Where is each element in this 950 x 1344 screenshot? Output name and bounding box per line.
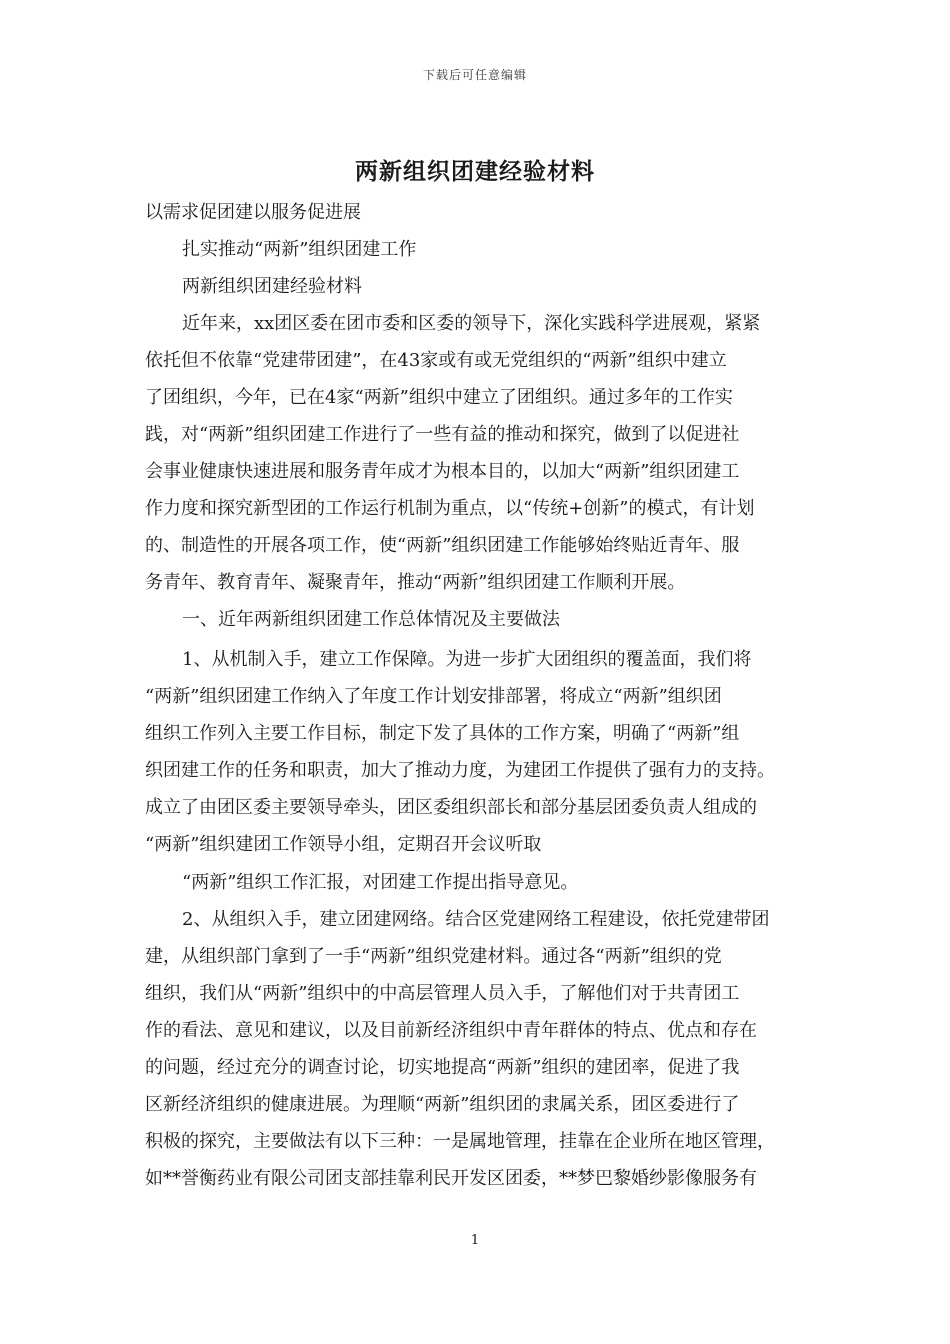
document-title: 两新组织团建经验材料 (355, 158, 595, 185)
paragraph-line: 织团建工作的任务和职责，加大了推动力度，为建团工作提供了强有力的支持。 (145, 760, 775, 781)
subtitle-line: 扎实推动“两新”组织团建工作 (182, 239, 417, 260)
paragraph-line: 建，从组织部门拿到了一手“两新”组织党建材料。通过各“两新”组织的党 (145, 946, 722, 967)
paragraph-line: 组织，我们从“两新”组织中的中高层管理人员入手，了解他们对于共青团工 (145, 983, 740, 1004)
paragraph-line: 积极的探究，主要做法有以下三种：一是属地管理，挂靠在企业所在地区管理， (145, 1131, 775, 1152)
paragraph-line: 2、从组织入手，建立团建网络。结合区党建网络工程建设，依托党建带团 (182, 909, 770, 930)
paragraph-line: 作力度和探究新型团的工作运行机制为重点，以“传统+创新”的模式，有计划 (145, 498, 755, 519)
subtitle-line: 两新组织团建经验材料 (182, 276, 362, 297)
section-heading: 一、近年两新组织团建工作总体情况及主要做法 (182, 609, 560, 630)
subtitle-line: 以需求促团建以服务促进展 (145, 202, 361, 223)
paragraph-line: 如**誉衡药业有限公司团支部挂靠利民开发区团委，**梦巴黎婚纱影像服务有 (145, 1168, 757, 1189)
paragraph-line: 践，对“两新”组织团建工作进行了一些有益的推动和探究，做到了以促进社 (145, 424, 740, 445)
paragraph-line: “两新”组织团建工作纳入了年度工作计划安排部署，将成立“两新”组织团 (145, 686, 722, 707)
paragraph-line: 会事业健康快速进展和服务青年成才为根本目的，以加大“两新”组织团建工 (145, 461, 740, 482)
page-number: 1 (470, 1233, 480, 1248)
paragraph-line: 依托但不依靠“党建带团建”，在43家或有或无党组织的“两新”组织中建立 (145, 350, 727, 371)
paragraph-line: 成立了由团区委主要领导牵头，团区委组织部长和部分基层团委负责人组成的 (145, 797, 757, 818)
paragraph-line: 的问题，经过充分的调查讨论，切实地提高“两新”组织的建团率，促进了我 (145, 1057, 740, 1078)
paragraph-line: 务青年、教育青年、凝聚青年，推动“两新”组织团建工作顺利开展。 (145, 572, 686, 593)
paragraph-line: “两新”组织工作汇报，对团建工作提出指导意见。 (182, 872, 579, 893)
paragraph-line: 的、制造性的开展各项工作，使“两新”组织团建工作能够始终贴近青年、服 (145, 535, 740, 556)
paragraph-line: 组织工作列入主要工作目标，制定下发了具体的工作方案，明确了“两新”组 (145, 723, 740, 744)
paragraph-line: 区新经济组织的健康进展。为理顺“两新”组织团的隶属关系，团区委进行了 (145, 1094, 740, 1115)
paragraph-line: “两新”组织建团工作领导小组，定期召开会议听取 (145, 834, 542, 855)
header-note: 下载后可任意编辑 (422, 68, 527, 82)
paragraph-line: 近年来，xx团区委在团市委和区委的领导下，深化实践科学进展观，紧紧 (182, 313, 761, 334)
paragraph-line: 了团组织，今年，已在4家“两新”组织中建立了团组织。通过多年的工作实 (145, 387, 733, 408)
paragraph-line: 作的看法、意见和建议，以及目前新经济组织中青年群体的特点、优点和存在 (145, 1020, 757, 1041)
paragraph-line: 1、从机制入手，建立工作保障。为进一步扩大团组织的覆盖面，我们将 (182, 649, 752, 670)
